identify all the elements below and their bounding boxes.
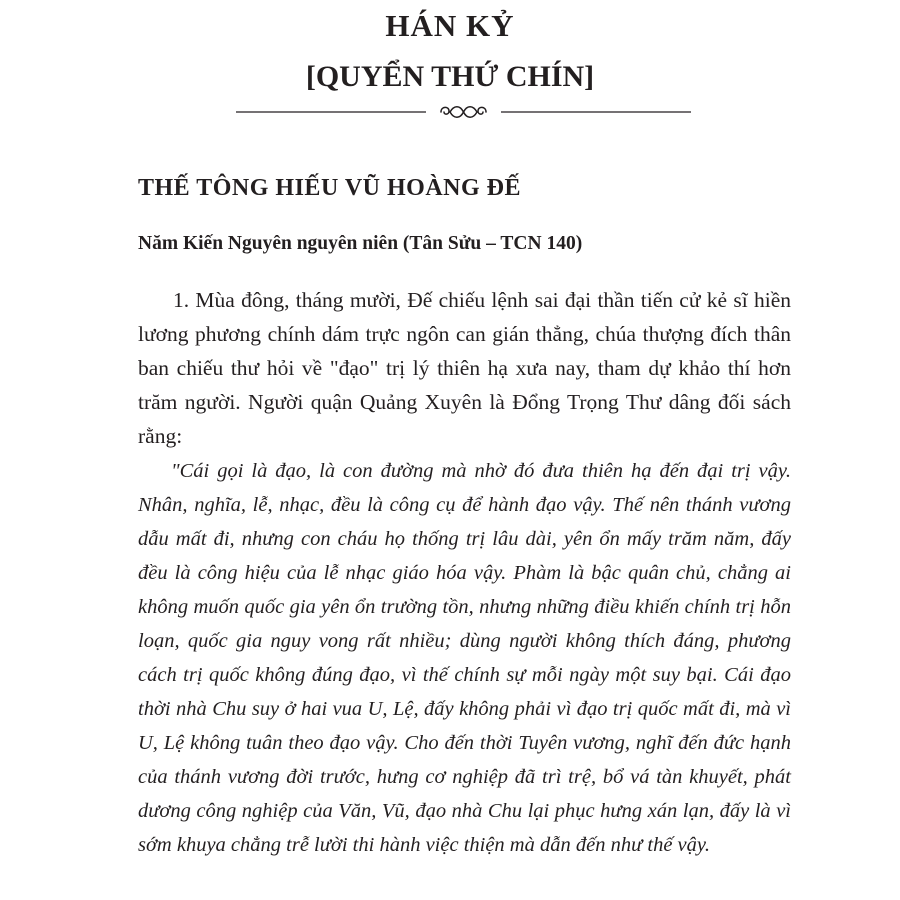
volume-subtitle: [QUYỂN THỨ CHÍN] [305,60,595,93]
body-paragraph: 1. Mùa đông, tháng mười, Đế chiếu lệnh sai đại thần tiến cử kẻ sĩ hiền lương phương chính dám trực ngôn can gián thẳng, chúa thượng đích thân ban chiếu thư hỏi về "đạo" trị lý thiên hạ xưa nay, tham dự khảo thí hơn trăm người. Người quận Quảng Xuyên là Đổng Trọng Thư dâng đối sách rằng: [138,288,791,448]
section-heading: THẾ TÔNG HIẾU VŨ HOÀNG ĐẾ [138,175,522,201]
quoted-passage: "Cái gọi là đạo, là con đường mà nhờ đó đưa thiên hạ đến đại trị vậy. Nhân, nghĩa, lễ, nhạc, đều là công cụ để hành đạo vậy. Thế nên thánh vương dẫu mất đi, nhưng con cháu họ thống trị lâu dài, yên ổn mấy trăm năm, đấy đều là công hiệu của lễ nhạc giáo hóa vậy. Phàm là bậc quân chủ, chẳng ai không muốn quốc gia yên ổn trường tồn, nhưng những điều khiến chính trị hỗn loạn, quốc gia nguy vong rất nhiều; dùng người không thích đáng, phương cách trị quốc không đúng đạo, vì thế chính sự mỗi ngày một suy bại. Cái đạo thời nhà Chu suy ở hai vua U, Lệ, đấy không phải vì đạo trị quốc mất đi, mà vì U, Lệ không tuân theo đạo vậy. Cho đến thời Tuyên vương, nghĩ đến đức hạnh của thánh vương đời trước, hưng cơ nghiệp đã trì trệ, bổ vá tàn khuyết, phát dương công nghiệp của Văn, Vũ, đạo nhà Chu lại phục hưng xán lạn, đấy là vì sớm khuya chẳng trễ lười thi hành việc thiện mà dẫn đến như thế vậy. [138,460,791,856]
flourish-icon [441,107,486,118]
page-title: HÁN KỶ [385,8,515,43]
year-heading: Năm Kiến Nguyên nguyên niên (Tân Sửu – TCN 140) [138,233,583,254]
ornamental-divider [236,102,691,122]
